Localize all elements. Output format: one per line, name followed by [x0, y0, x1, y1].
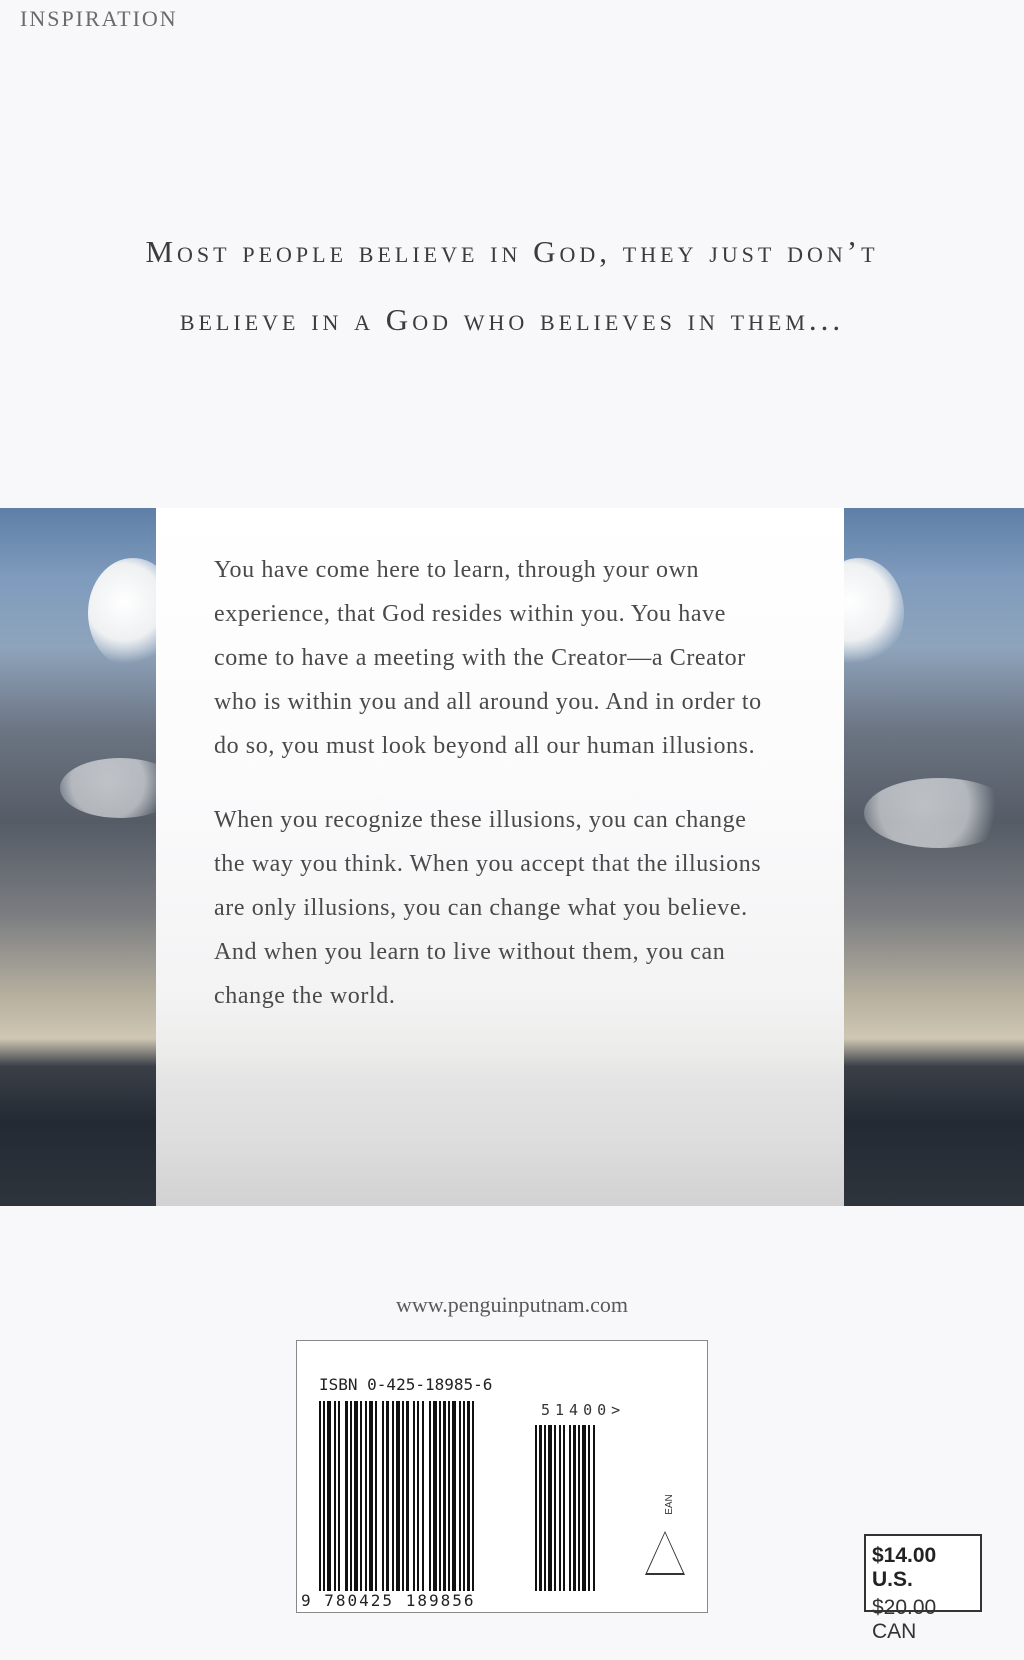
- triangle-icon: [645, 1531, 685, 1575]
- price-can: $20.00 CAN: [872, 1596, 937, 1643]
- publisher-url: www.penguinputnam.com: [396, 1292, 628, 1317]
- tagline-line-1: Most people believe in God, they just don’t: [145, 234, 879, 269]
- price-addon-digits: 51400>: [541, 1401, 626, 1419]
- barcode-label: [296, 1340, 708, 1613]
- blurb-paragraph-1: You have come here to learn, through your own experience, that God resides within you. You have come to have a meeting with the Creator—a Creator who is within you and all around you. And in order to do so, you must look beyond all our human illusions.: [214, 557, 762, 759]
- price-addon-barcode: [535, 1425, 595, 1591]
- price-box: [864, 1534, 982, 1643]
- sky-photo-left: [0, 508, 156, 1206]
- ean-label: EAN: [663, 1494, 675, 1515]
- blurb: [214, 548, 774, 1048]
- category-label: INSPIRATION: [20, 6, 178, 31]
- barcode-bar: [474, 1401, 476, 1591]
- ean-digits: 9 780425 189856: [301, 1591, 476, 1610]
- ean-barcode: [319, 1401, 476, 1591]
- sky-photo-right: [844, 508, 1024, 1206]
- price-us: $14.00 U.S.: [872, 1544, 937, 1591]
- barcode-bar: [593, 1425, 595, 1591]
- tagline-line-2: believe in a God who believes in them...: [179, 302, 845, 337]
- isbn-number: ISBN 0-425-18985-6: [319, 1375, 493, 1394]
- blurb-paragraph-2: When you recognize these illusions, you can change the way you think. When you accept that the illusions are only illusions, you can change what you believe. And when you learn to live without them, you can change the world.: [214, 807, 762, 1009]
- tagline: [0, 218, 1024, 354]
